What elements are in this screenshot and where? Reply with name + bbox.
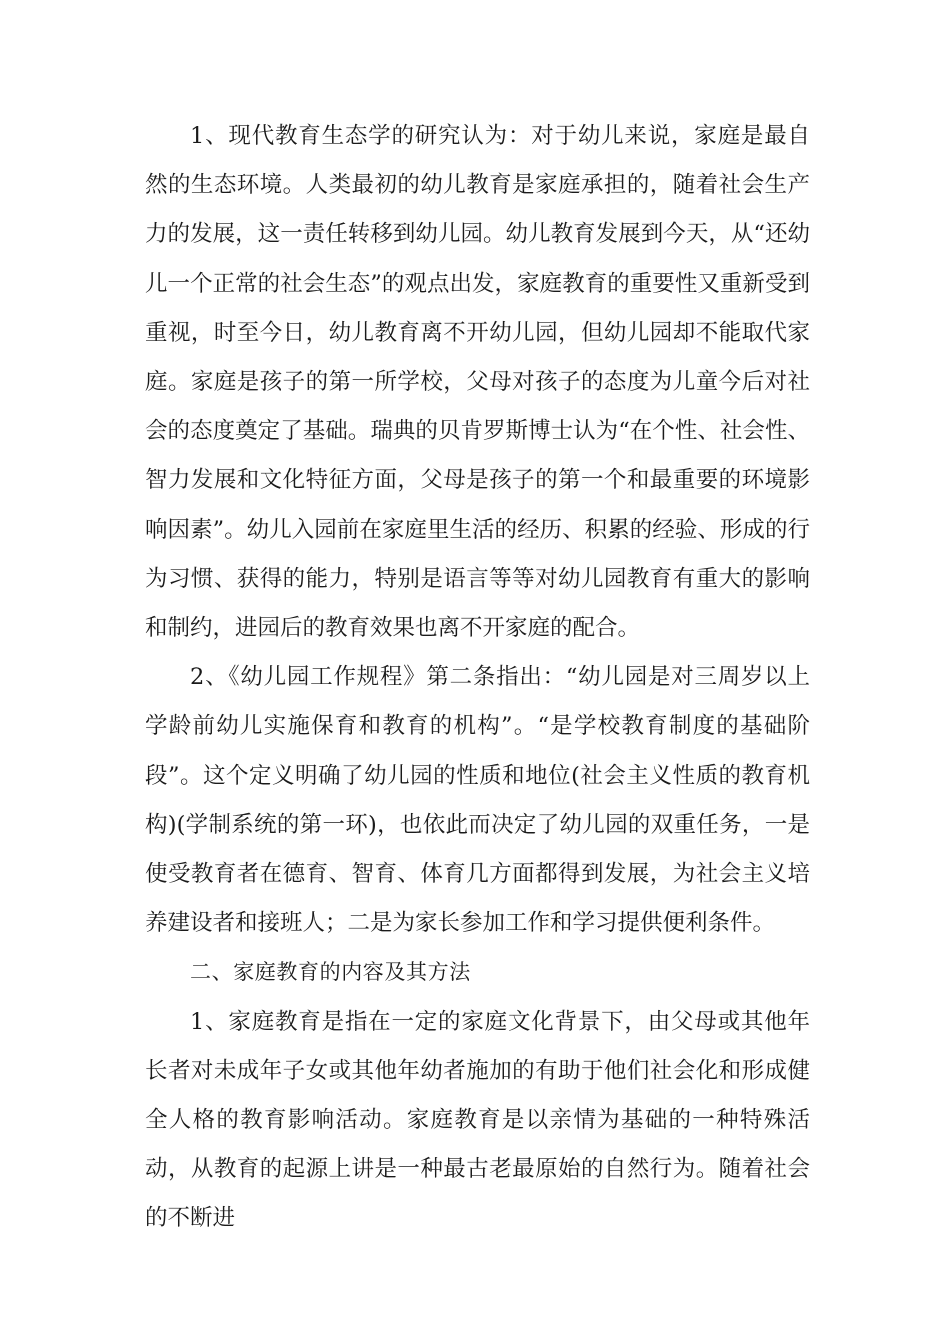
document-body xyxy=(145,112,810,1244)
paragraph-kindergarten-regulations: 2、《幼儿园工作规程》第二条指出：“幼儿园是对三周岁以上学龄前幼儿实施保育和教育的机构”。“是学校教育制度的基础阶段”。这个定义明确了幼儿园的性质和地位(社会主义性质的教育机构)(学制系统的第一环)，也依此而决定了幼儿园的双重任务，一是使受教育者在德育、智育、体育几方面都得到发展，为社会主义培养建设者和接班人；二是为家长参加工作和学习提供便利条件。 xyxy=(145,664,810,937)
paragraph-family-education-definition: 1、家庭教育是指在一定的家庭文化背景下，由父母或其他年长者对未成年子女或其他年幼者施加的有助于他们社会化和形成健全人格的教育影响活动。家庭教育是以亲情为基础的一种特殊活动，从教育的起源上讲是一种最古老最原始的自然行为。随着社会的不断进 xyxy=(145,1008,810,1232)
section-heading: 二、家庭教育的内容及其方法 xyxy=(190,960,471,985)
paragraph-ecology: 1、现代教育生态学的研究认为：对于幼儿来说，家庭是最自然的生态环境。人类最初的幼儿教育是家庭承担的，随着社会生产力的发展，这一责任转移到幼儿园。幼儿教育发展到今天，从“还幼儿一个正常的社会生态”的观点出发，家庭教育的重要性又重新受到重视，时至今日，幼儿教育离不开幼儿园，但幼儿园却不能取代家庭。家庭是孩子的第一所学校，父母对孩子的态度为儿童今后对社会的态度奠定了基础。瑞典的贝肯罗斯博士认为“在个性、社会性、智力发展和文化特征方面，父母是孩子的第一个和最重要的环境影响因素”。幼儿入园前在家庭里生活的经历、积累的经验、形成的行为习惯、获得的能力，特别是语言等等对幼儿园教育有重大的影响和制约，进园后的教育效果也离不开家庭的配合。 xyxy=(145,123,810,642)
